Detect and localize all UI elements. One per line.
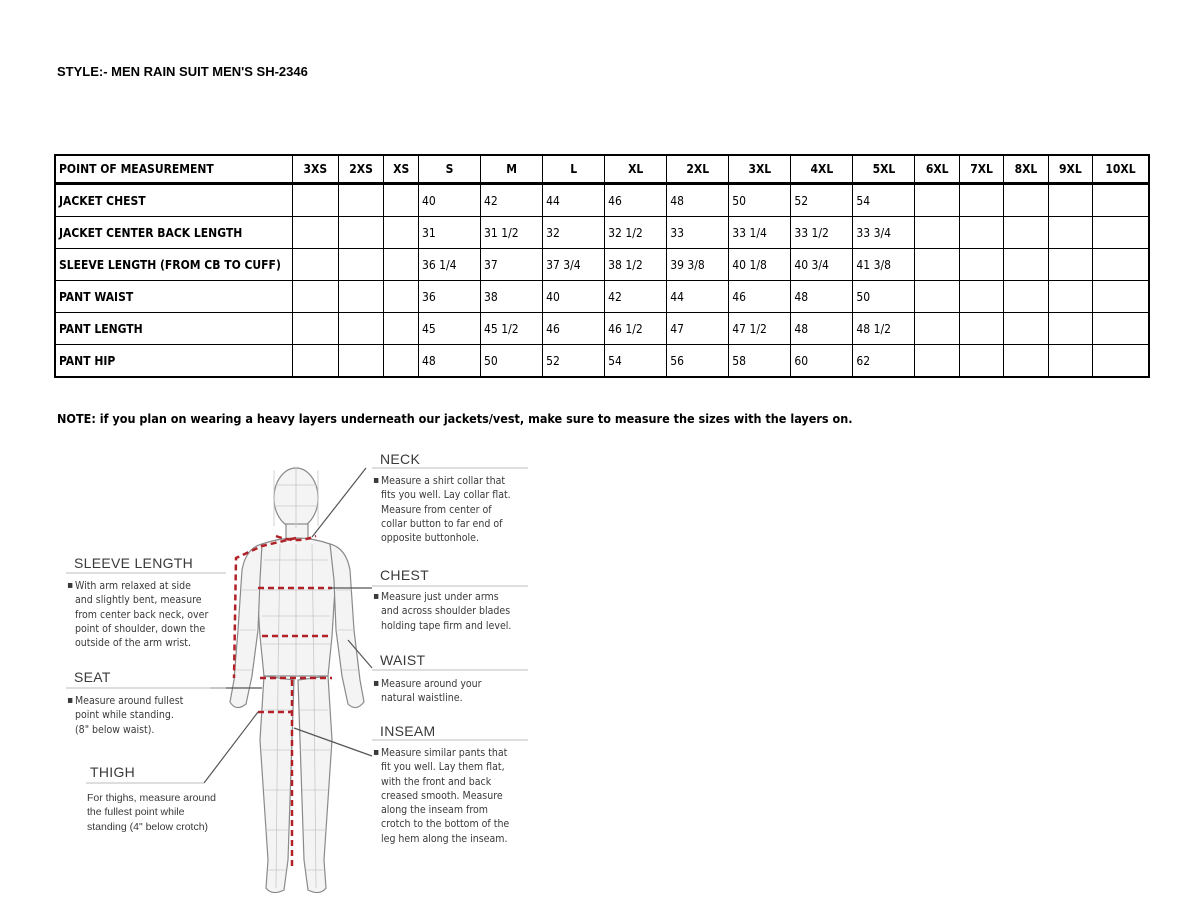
measurement-value: 32 1/2 (605, 217, 667, 249)
table-row (55, 281, 1149, 313)
measurement-value (384, 281, 419, 313)
measurement-value (1004, 281, 1048, 313)
measurement-value (959, 281, 1003, 313)
measurement-value (1004, 217, 1048, 249)
measurement-value (1004, 249, 1048, 281)
header-size: 10XL (1093, 155, 1149, 184)
table-row (55, 217, 1149, 249)
measurement-value: 38 1/2 (605, 249, 667, 281)
neck-heading: NECK (380, 451, 421, 467)
measurement-value (293, 345, 339, 378)
measurement-value: 46 (605, 184, 667, 217)
measurement-value (915, 281, 959, 313)
measurement-value (1093, 184, 1149, 217)
measurement-value (915, 217, 959, 249)
header-size: 7XL (959, 155, 1003, 184)
measurement-value: 45 1/2 (481, 313, 543, 345)
chest-heading: CHEST (380, 567, 429, 583)
measurement-value: 50 (481, 345, 543, 378)
measurement-value: 40 1/8 (729, 249, 791, 281)
header-size: 2XS (338, 155, 384, 184)
sleeve-length-heading: SLEEVE LENGTH (74, 555, 194, 571)
header-size: 8XL (1004, 155, 1048, 184)
header-size: 4XL (791, 155, 853, 184)
measurement-value (1093, 313, 1149, 345)
sleeve-length-instructions: ▪ With arm relaxed at side and slightly bent, measure from center back neck, over point of shoulder, down the outside of the arm wrist. (75, 579, 208, 650)
measurement-value (338, 345, 384, 378)
page-title: STYLE:- MEN RAIN SUIT MEN'S SH-2346 (57, 64, 308, 79)
size-chart-table (54, 154, 1150, 378)
measurement-value: 56 (667, 345, 729, 378)
measurement-value (1004, 184, 1048, 217)
measurement-value (338, 184, 384, 217)
measurement-value: 47 (667, 313, 729, 345)
measurement-value (1093, 217, 1149, 249)
measurement-value (338, 281, 384, 313)
measurement-value (293, 313, 339, 345)
measurement-value: 31 (418, 217, 480, 249)
measurement-value: 52 (543, 345, 605, 378)
measurement-value (338, 249, 384, 281)
measurement-value (1048, 313, 1092, 345)
header-size: 3XS (293, 155, 339, 184)
measurement-value (1093, 345, 1149, 378)
neck-instructions: ▪ Measure a shirt collar that fits you well. Lay collar flat. Measure from center of collar button to far end of opposite buttonhole. (381, 474, 511, 545)
header-size: 3XL (729, 155, 791, 184)
measurement-value: 60 (791, 345, 853, 378)
table-row (55, 345, 1149, 378)
measurement-value: 62 (853, 345, 915, 378)
measurement-value (1004, 345, 1048, 378)
measurement-label: PANT WAIST (55, 281, 293, 313)
measurement-value: 48 (418, 345, 480, 378)
seat-heading: SEAT (74, 669, 111, 685)
measurement-value: 52 (791, 184, 853, 217)
layering-note: NOTE: if you plan on wearing a heavy layers underneath our jackets/vest, make sure to measure the sizes with the layers on. (57, 411, 853, 426)
measurement-value (293, 249, 339, 281)
measurement-value: 54 (853, 184, 915, 217)
waist-instructions: ▪ Measure around your natural waistline. (381, 677, 482, 706)
seat-instructions: ▪ Measure around fullest point while standing. (8" below waist). (75, 694, 183, 737)
header-size: M (481, 155, 543, 184)
header-size: XS (384, 155, 419, 184)
measurement-value (338, 313, 384, 345)
measurement-value: 38 (481, 281, 543, 313)
thigh-instructions: For thighs, measure around the fullest point while standing (4" below crotch) (87, 792, 216, 833)
measurement-value: 36 1/4 (418, 249, 480, 281)
measurement-label: PANT LENGTH (55, 313, 293, 345)
thigh-heading: THIGH (90, 764, 136, 780)
measurement-value: 48 (791, 281, 853, 313)
measurement-value (384, 345, 419, 378)
measurement-value: 40 (543, 281, 605, 313)
measurement-value: 46 1/2 (605, 313, 667, 345)
measurement-value: 42 (481, 184, 543, 217)
chest-instructions: ▪ Measure just under arms and across shoulder blades holding tape firm and level. (381, 590, 511, 633)
table-row (55, 184, 1149, 217)
header-size: XL (605, 155, 667, 184)
measurement-value (384, 217, 419, 249)
measurement-value: 46 (543, 313, 605, 345)
measurement-value: 46 (729, 281, 791, 313)
measurement-value: 39 3/8 (667, 249, 729, 281)
measurement-value: 33 (667, 217, 729, 249)
measurement-value (915, 345, 959, 378)
header-size: 5XL (853, 155, 915, 184)
measurement-value (338, 217, 384, 249)
measurement-value: 37 3/4 (543, 249, 605, 281)
measurement-value: 33 3/4 (853, 217, 915, 249)
table-header-row (55, 155, 1149, 184)
measurement-label: SLEEVE LENGTH (FROM CB TO CUFF) (55, 249, 293, 281)
measurement-value (1048, 184, 1092, 217)
measurement-value: 44 (667, 281, 729, 313)
measurement-value: 42 (605, 281, 667, 313)
table-body (55, 184, 1149, 378)
measurement-value (293, 217, 339, 249)
measurement-value: 48 1/2 (853, 313, 915, 345)
measurement-value (915, 249, 959, 281)
measurement-value (384, 313, 419, 345)
measurement-value: 33 1/2 (791, 217, 853, 249)
measurement-value (293, 281, 339, 313)
measurement-value: 40 3/4 (791, 249, 853, 281)
measurement-value (915, 313, 959, 345)
measurement-value (1048, 281, 1092, 313)
measurement-value (293, 184, 339, 217)
measurement-value: 32 (543, 217, 605, 249)
measurement-value (384, 249, 419, 281)
measurement-value: 45 (418, 313, 480, 345)
measurement-value (959, 184, 1003, 217)
measurement-label: JACKET CENTER BACK LENGTH (55, 217, 293, 249)
header-size: L (543, 155, 605, 184)
measurement-value (1004, 313, 1048, 345)
inseam-instructions: ▪ Measure similar pants that fit you well. Lay them flat, with the front and back creased smooth. Measure along the inseam from crotch to the bottom of the leg hem along the inseam. (381, 746, 509, 846)
measurement-value (1048, 345, 1092, 378)
measurement-value (959, 249, 1003, 281)
measurement-value (915, 184, 959, 217)
measurement-value (959, 313, 1003, 345)
measurement-label: PANT HIP (55, 345, 293, 378)
measurement-value (959, 345, 1003, 378)
measurement-value: 44 (543, 184, 605, 217)
header-size: S (418, 155, 480, 184)
measurement-value: 48 (667, 184, 729, 217)
header-point-of-measurement: POINT OF MEASUREMENT (55, 155, 293, 184)
measurement-value (384, 184, 419, 217)
measurement-value: 58 (729, 345, 791, 378)
measurement-value: 54 (605, 345, 667, 378)
measurement-value: 36 (418, 281, 480, 313)
measurement-value: 31 1/2 (481, 217, 543, 249)
measurement-value (1048, 217, 1092, 249)
measurement-value: 41 3/8 (853, 249, 915, 281)
measurement-guide (0, 440, 600, 924)
header-size: 9XL (1048, 155, 1092, 184)
header-size: 2XL (667, 155, 729, 184)
waist-heading: WAIST (380, 652, 426, 668)
measurement-value: 50 (729, 184, 791, 217)
measurement-value (1048, 249, 1092, 281)
measurement-value: 50 (853, 281, 915, 313)
measurement-label: JACKET CHEST (55, 184, 293, 217)
measurement-value: 37 (481, 249, 543, 281)
measurement-value (1093, 249, 1149, 281)
table-row (55, 249, 1149, 281)
measurement-value: 40 (418, 184, 480, 217)
figure-right-arm (330, 544, 364, 708)
inseam-heading: INSEAM (380, 723, 436, 739)
table-row (55, 313, 1149, 345)
measurement-value: 47 1/2 (729, 313, 791, 345)
measurement-value: 33 1/4 (729, 217, 791, 249)
measurement-value: 48 (791, 313, 853, 345)
header-size: 6XL (915, 155, 959, 184)
measurement-value (959, 217, 1003, 249)
measurement-value (1093, 281, 1149, 313)
